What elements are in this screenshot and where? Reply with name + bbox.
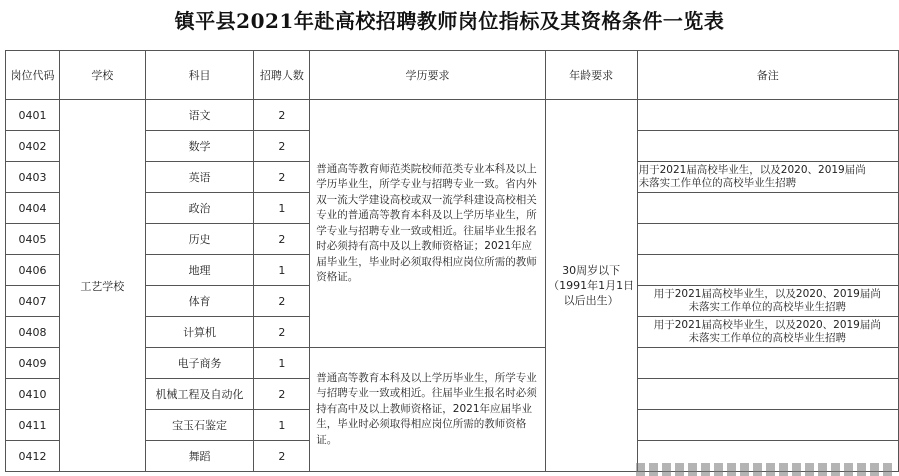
cell-count: 2 — [254, 379, 310, 410]
note-line-1: 用于2021届高校毕业生，以及2020、2019届尚 — [653, 319, 881, 331]
note-line-2: 未落实工作单位的高校毕业生招聘 — [688, 332, 847, 344]
cell-count: 2 — [254, 162, 310, 193]
cell-note — [637, 317, 898, 348]
note-line-2: 未落实工作单位的高校毕业生招聘 — [688, 301, 847, 313]
cell-subject: 宝玉石鉴定 — [145, 410, 254, 441]
cell-subject: 计算机 — [145, 317, 254, 348]
cell-education-requirement — [310, 348, 545, 472]
cell-count: 1 — [254, 255, 310, 286]
cell-subject: 电子商务 — [145, 348, 254, 379]
cell-code: 0407 — [6, 286, 60, 317]
cell-code: 0401 — [6, 100, 60, 131]
table-row — [6, 100, 899, 131]
cell-subject: 地理 — [145, 255, 254, 286]
cell-count: 2 — [254, 317, 310, 348]
cell-code: 0412 — [6, 441, 60, 472]
cell-note — [637, 100, 898, 131]
header-age: 年龄要求 — [545, 51, 637, 100]
cell-count: 1 — [254, 193, 310, 224]
cell-subject: 机械工程及自动化 — [145, 379, 254, 410]
age-line-3: 以后出生） — [563, 294, 619, 307]
age-line-1: 30周岁以下 — [562, 264, 621, 277]
cell-count: 2 — [254, 224, 310, 255]
cell-note — [637, 348, 898, 379]
cell-code: 0411 — [6, 410, 60, 441]
cell-subject: 语文 — [145, 100, 254, 131]
education-text-b: 普通高等教育本科及以上学历毕业生，所学专业与招聘专业一致或相近。往届毕业生报名时必须持有高中及以上教师资格证，2021年应届毕业生，毕业时必须取得相应岗位所需的教师资格证。 — [316, 371, 537, 446]
header-count: 招聘人数 — [254, 51, 310, 100]
cell-count: 2 — [254, 131, 310, 162]
education-text-a: 普通高等教育师范类院校师范类专业本科及以上学历毕业生，所学专业与招聘专业一致。省内外双一流大学建设高校或双一流学科建设高校相关专业的普通高等教育本科及以上学历毕业生，所学专业与招聘专业一致或相近。往届毕业生报名时必须持有高中及以上教师资格证；2021年应届毕业生，毕业时必须取得相应岗位所需的教师资格证。 — [316, 162, 537, 283]
cell-note — [637, 193, 898, 224]
note-line-1: 用于2021届高校毕业生，以及2020、2019届尚 — [653, 288, 881, 300]
cell-count: 2 — [254, 100, 310, 131]
cell-code: 0408 — [6, 317, 60, 348]
cell-age-requirement — [545, 100, 637, 472]
cell-code: 0403 — [6, 162, 60, 193]
cell-code: 0404 — [6, 193, 60, 224]
page-title: 镇平县2021年赴高校招聘教师岗位指标及其资格条件一览表 — [174, 9, 725, 33]
cell-count: 1 — [254, 410, 310, 441]
table-header-row — [6, 51, 899, 100]
cell-subject: 体育 — [145, 286, 254, 317]
cell-note — [637, 255, 898, 286]
cell-count: 2 — [254, 441, 310, 472]
header-subject: 科目 — [145, 51, 254, 100]
age-line-2: （1991年1月1日 — [548, 279, 635, 292]
cell-count: 2 — [254, 286, 310, 317]
header-education: 学历要求 — [310, 51, 545, 100]
cell-count: 1 — [254, 348, 310, 379]
cell-code: 0410 — [6, 379, 60, 410]
note-line-2: 未落实工作单位的高校毕业生招聘 — [638, 177, 797, 189]
cell-note — [637, 379, 898, 410]
cell-code: 0406 — [6, 255, 60, 286]
cell-subject: 数学 — [145, 131, 254, 162]
note-line-1: 用于2021届高校毕业生，以及2020、2019届尚 — [638, 164, 866, 176]
cell-subject: 历史 — [145, 224, 254, 255]
cell-subject: 舞蹈 — [145, 441, 254, 472]
cell-code: 0405 — [6, 224, 60, 255]
cell-education-requirement — [310, 100, 545, 348]
cell-school: 工艺学校 — [59, 100, 145, 472]
cell-note — [637, 131, 898, 162]
cell-subject: 英语 — [145, 162, 254, 193]
cell-note — [637, 286, 898, 317]
header-school: 学校 — [59, 51, 145, 100]
header-note: 备注 — [637, 51, 898, 100]
cell-note — [637, 162, 898, 193]
cell-note — [637, 410, 898, 441]
header-code: 岗位代码 — [6, 51, 60, 100]
cell-code: 0409 — [6, 348, 60, 379]
cell-code: 0402 — [6, 131, 60, 162]
watermark-mark — [636, 463, 896, 476]
cell-note — [637, 224, 898, 255]
cell-subject: 政治 — [145, 193, 254, 224]
recruitment-table — [5, 50, 899, 472]
